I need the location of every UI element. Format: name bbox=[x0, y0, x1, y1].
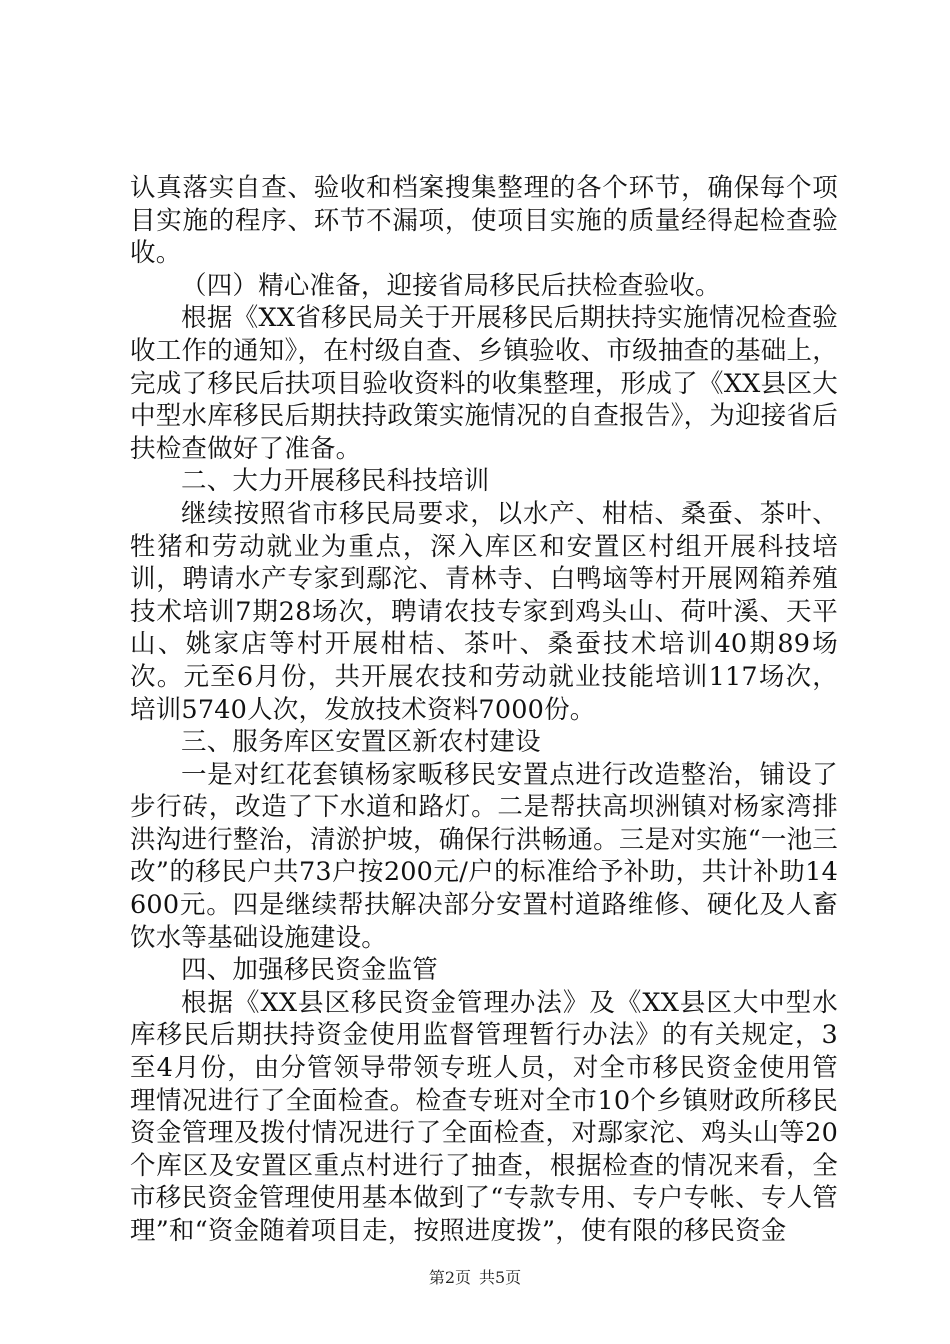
paragraph-inspection-report: 根据《XX省移民局关于开展移民后期扶持实施情况检查验收工作的通知》，在村级自查、乡镇验收、市级抽查的基础上，完成了移民后扶项目验收资料的收集整理，形成了《XX县区大中型水库移民后期扶持政策实施情况的自查报告》，为迎接省后扶检查做好了准备。 bbox=[130, 303, 838, 464]
page-footer bbox=[0, 1268, 950, 1288]
section-heading-fund-supervision: 四、加强移民资金监管 bbox=[181, 955, 439, 986]
section-heading-4: （四）精心准备，迎接省局移民后扶检查验收。 bbox=[181, 270, 721, 301]
paragraph-continuation: 认真落实自查、验收和档案搜集整理的各个环节，确保每个项目实施的程序、环节不漏项，使项目实施的质量经得起检查验收。 bbox=[130, 173, 838, 269]
paragraph-rural-construction: 一是对红花套镇杨家畈移民安置点进行改造整治，铺设了步行砖，改造了下水道和路灯。二是帮扶高坝洲镇对杨家湾排洪沟进行整治，清淤护坡，确保行洪畅通。三是对实施“一池三改”的移民户共73户按200元/户的标准给予补助，共计补助14600元。四是继续帮扶解决部分安置村道路维修、硬化及人畜饮水等基础设施建设。 bbox=[130, 759, 838, 953]
section-heading-rural-construction: 三、服务库区安置区新农村建设 bbox=[181, 727, 541, 758]
paragraph-fund-supervision: 根据《XX县区移民资金管理办法》及《XX县区大中型水库移民后期扶持资金使用监督管理暂行办法》的有关规定，3至4月份，由分管领导带领专班人员，对全市移民资金使用管理情况进行了全面检查。检查专班对全市10个乡镇财政所移民资金管理及拨付情况进行了全面检查，对鄢家沱、鸡头山等20个库区及安置区重点村进行了抽查，根据检查的情况来看，全市移民资金管理使用基本做到了“专款专用、专户专帐、专人管理”和“资金随着项目走，按照进度拨”，使有限的移民资金 bbox=[130, 987, 838, 1246]
page-number: 第2页 bbox=[428, 1268, 471, 1287]
page-total: 共5页 bbox=[479, 1268, 522, 1287]
section-heading-training: 二、大力开展移民科技培训 bbox=[181, 466, 490, 497]
paragraph-training: 继续按照省市移民局要求，以水产、柑桔、桑蚕、茶叶、牲猪和劳动就业为重点，深入库区和安置区村组开展科技培训，聘请水产专家到鄢沱、青林寺、白鸭垴等村开展网箱养殖技术培训7期28场次，聘请农技专家到鸡头山、荷叶溪、天平山、姚家店等村开展柑桔、茶叶、桑蚕技术培训40期89场次。元至6月份，共开展农技和劳动就业技能培训117场次，培训5740人次，发放技术资料7000份。 bbox=[130, 498, 838, 725]
document-body bbox=[130, 172, 838, 1248]
